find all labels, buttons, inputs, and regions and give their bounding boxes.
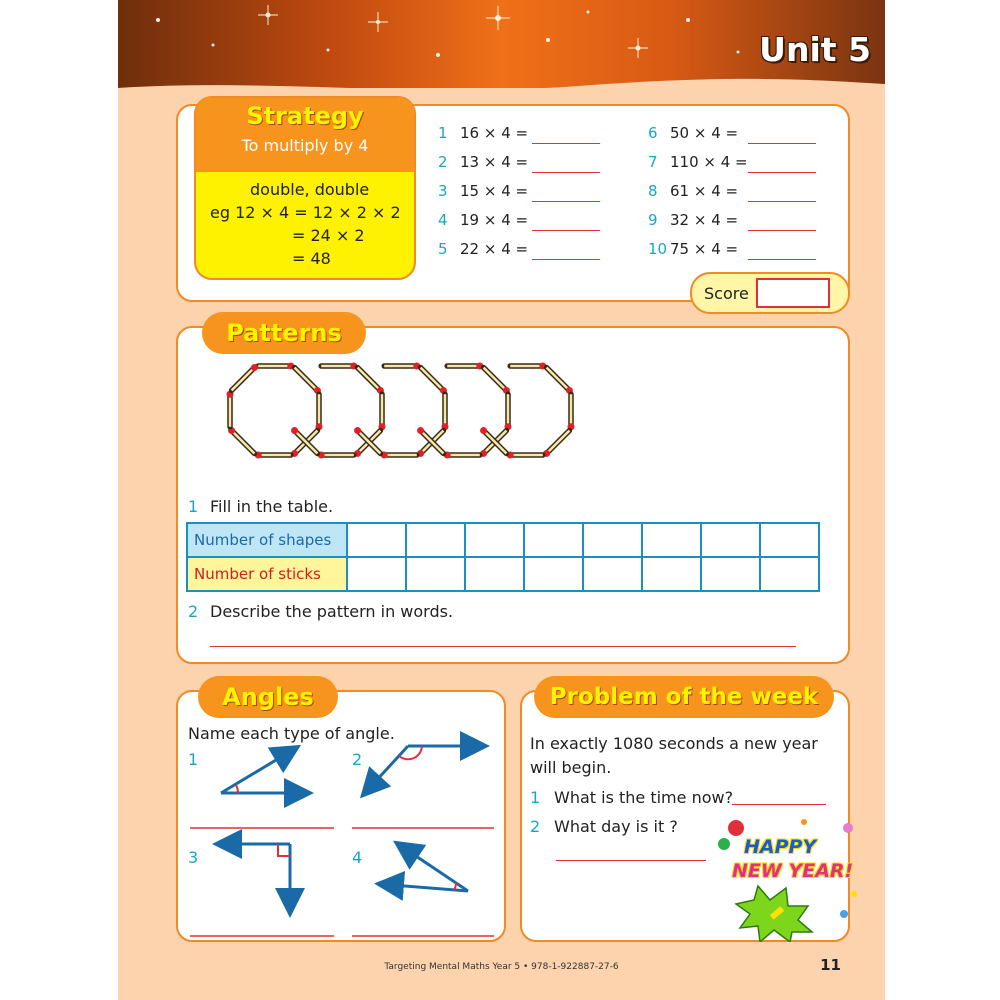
question-item [438, 211, 528, 229]
table-cell[interactable] [701, 523, 760, 557]
problem-q2 [530, 817, 678, 836]
question-number: 1 [188, 497, 199, 516]
obtuse-angle-2 [364, 746, 484, 794]
octagon-shape [227, 363, 575, 459]
match-head [251, 364, 258, 371]
match-head [417, 427, 424, 434]
problem-title: Problem of the week [534, 676, 834, 718]
question-item [648, 153, 748, 171]
problem-line: will begin. [530, 758, 612, 777]
question-number: 1 [530, 788, 541, 807]
answer-line[interactable] [748, 259, 816, 260]
question-text: Describe the pattern in words. [210, 602, 454, 621]
table-cell[interactable] [583, 557, 642, 591]
match-head [291, 427, 298, 434]
table-row [187, 557, 819, 591]
unit-title: Unit 5 [759, 30, 871, 69]
question-text: 75 × 4 = [670, 240, 739, 258]
page-footer: Targeting Mental Maths Year 5 • 978-1-922887-27-6 [384, 962, 619, 972]
question-number: 4 [438, 211, 448, 229]
answer-line[interactable] [748, 143, 816, 144]
question-text: 15 × 4 = [460, 182, 529, 200]
answer-line[interactable] [532, 143, 600, 144]
table-row [187, 523, 819, 557]
angle-label: 3 [188, 848, 199, 867]
question-text: 110 × 4 = [670, 153, 748, 171]
matchstick-body [232, 368, 255, 391]
matchstick-body [421, 368, 444, 391]
answer-line[interactable] [532, 259, 600, 260]
score-badge [690, 272, 850, 314]
matchstick-body [232, 431, 255, 454]
strategy-line: = 24 × 2 [292, 226, 365, 245]
matchstick-body [358, 368, 381, 391]
table-cell[interactable] [524, 523, 583, 557]
score-label: Score [704, 284, 749, 303]
matchstick-body [547, 368, 570, 391]
row-header-sticks: Number of sticks [187, 557, 347, 591]
question-item [648, 124, 738, 142]
table-cell[interactable] [701, 557, 760, 591]
right-angle-3 [218, 844, 290, 912]
table-cell[interactable] [465, 523, 524, 557]
table-cell[interactable] [583, 523, 642, 557]
answer-line[interactable] [748, 172, 816, 173]
patterns-title: Patterns [202, 312, 366, 354]
question-text: Fill in the table. [210, 497, 334, 516]
table-cell[interactable] [406, 523, 465, 557]
problem-line: In exactly 1080 seconds a new year [530, 734, 818, 753]
question-number: 9 [648, 211, 658, 229]
answer-line[interactable] [748, 230, 816, 231]
question-number: 2 [188, 602, 199, 621]
question-number: 2 [438, 153, 448, 171]
table-cell[interactable] [524, 557, 583, 591]
question-text: 19 × 4 = [460, 211, 529, 229]
strategy-subtitle: To multiply by 4 [241, 136, 369, 155]
answer-line[interactable] [556, 860, 706, 861]
table-cell[interactable] [760, 557, 819, 591]
patterns-q2 [188, 602, 453, 621]
strategy-line: = 48 [292, 249, 331, 268]
strategy-line: double, double [250, 180, 370, 199]
score-input[interactable] [756, 278, 830, 308]
matchstick-octagons [226, 360, 811, 490]
answer-line[interactable] [748, 201, 816, 202]
acute-angle-4 [380, 844, 468, 891]
question-item [648, 182, 738, 200]
strategy-line: eg 12 × 4 = 12 × 2 × 2 [210, 203, 401, 222]
question-number: 6 [648, 124, 658, 142]
table-cell[interactable] [347, 523, 406, 557]
question-text: 13 × 4 = [460, 153, 529, 171]
answer-line[interactable] [532, 230, 600, 231]
question-item [648, 211, 738, 229]
happy-new-year-graphic [714, 814, 866, 942]
angles-title: Angles [198, 676, 338, 718]
question-text: 16 × 4 = [460, 124, 529, 142]
row-header-shapes: Number of shapes [187, 523, 347, 557]
angles-instruction: Name each type of angle. [188, 724, 395, 743]
angle-label: 2 [352, 750, 363, 769]
new-year-text: NEW YEAR! [732, 860, 854, 882]
question-item [438, 182, 528, 200]
pattern-table [186, 522, 820, 592]
question-number: 8 [648, 182, 658, 200]
question-text: 50 × 4 = [670, 124, 739, 142]
question-item [438, 240, 528, 258]
problem-q1 [530, 788, 733, 807]
question-item [438, 124, 528, 142]
question-number: 2 [530, 817, 541, 836]
question-number: 5 [438, 240, 448, 258]
table-cell[interactable] [406, 557, 465, 591]
question-text: 61 × 4 = [670, 182, 739, 200]
question-number: 3 [438, 182, 448, 200]
question-item [648, 240, 738, 258]
answer-line[interactable] [210, 646, 796, 647]
question-number: 10 [648, 240, 668, 258]
question-number: 1 [438, 124, 448, 142]
strategy-header [196, 98, 414, 172]
match-head [480, 427, 487, 434]
happy-text: HAPPY [744, 836, 817, 858]
question-text: 22 × 4 = [460, 240, 529, 258]
match-head [354, 427, 361, 434]
answer-line[interactable] [532, 201, 600, 202]
question-text: What day is it ? [554, 817, 678, 836]
strategy-box [194, 96, 416, 280]
answer-line[interactable] [532, 172, 600, 173]
matchstick-body [547, 431, 570, 454]
angle-label: 1 [188, 750, 199, 769]
angle-diagrams [176, 690, 506, 942]
matchstick-body [484, 368, 507, 391]
angle-label: 4 [352, 848, 363, 867]
question-item [438, 153, 528, 171]
question-text: 32 × 4 = [670, 211, 739, 229]
page-number: 11 [820, 956, 841, 974]
question-text: What is the time now? [554, 788, 734, 807]
answer-line[interactable] [732, 804, 826, 805]
acute-angle-1 [221, 748, 308, 793]
patterns-q1 [188, 497, 333, 516]
table-cell[interactable] [465, 557, 524, 591]
question-number: 7 [648, 153, 658, 171]
worksheet-page [118, 0, 885, 1000]
matchstick-body [295, 368, 318, 391]
table-cell[interactable] [642, 523, 701, 557]
table-cell[interactable] [347, 557, 406, 591]
table-cell[interactable] [642, 557, 701, 591]
table-cell[interactable] [760, 523, 819, 557]
strategy-title: Strategy [246, 102, 364, 130]
